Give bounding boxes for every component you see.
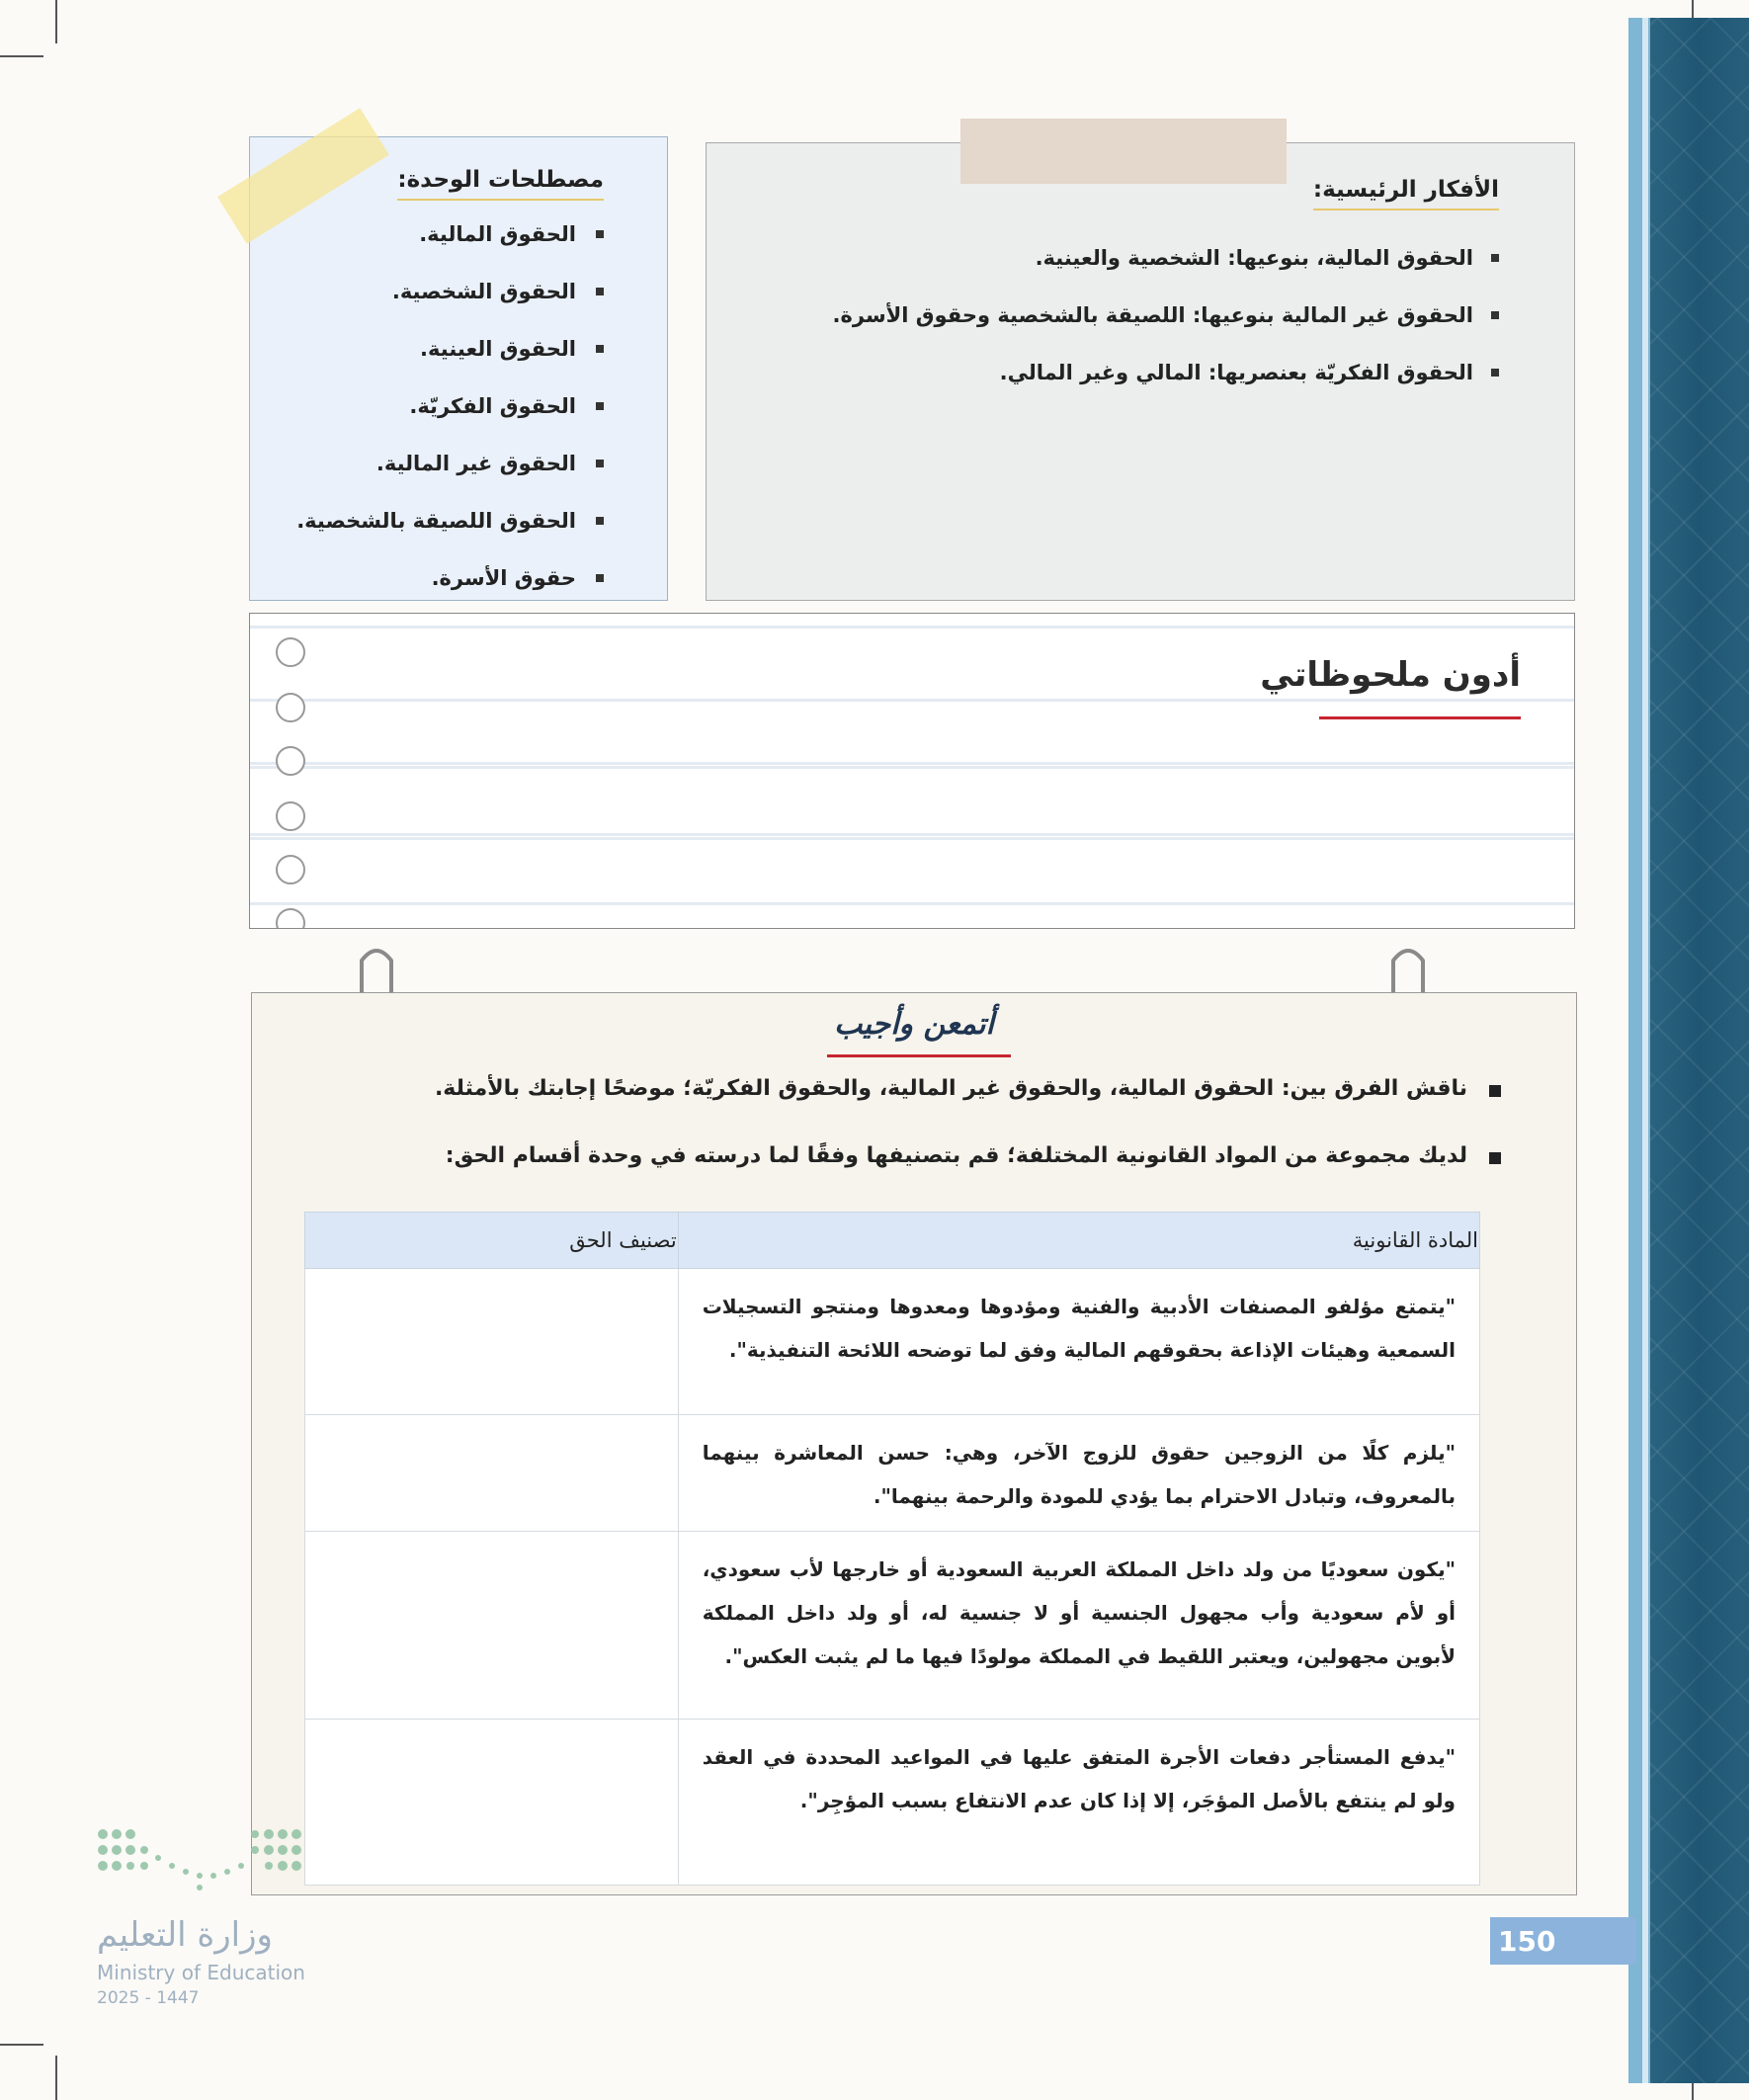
binder-ring-icon <box>276 801 305 831</box>
crop-mark <box>0 2044 43 2046</box>
terms-item: الحقوق العينية. <box>270 323 604 380</box>
table-row <box>305 1532 1480 1720</box>
notes-line <box>250 762 1574 765</box>
classification-answer-cell[interactable] <box>305 1532 679 1720</box>
crop-mark <box>0 55 43 57</box>
unit-terms-box <box>249 136 668 601</box>
ideas-list <box>726 232 1499 404</box>
notes-line <box>250 902 1574 905</box>
band-stripe <box>1642 18 1648 2083</box>
paper-tape-decoration <box>960 119 1287 184</box>
legal-text-cell: "يكون سعوديًا من ولد داخل المملكة العربية السعودية أو خارجها لأب سعودي، أو لأم سعودية وأب مجهول الجنسية أو لا جنسية له، أو ولد داخل المملكة لأبوين مجهولين، ويعتبر اللقيط في المملكة مولودًا فيها ما لم يثبت العكس". <box>678 1532 1479 1720</box>
ideas-title: الأفكار الرئيسية: <box>1313 177 1499 210</box>
notes-line <box>250 837 1574 840</box>
ideas-item: الحقوق الفكريّة بعنصريها: المالي وغير المالي. <box>726 347 1499 404</box>
main-ideas-box <box>706 142 1575 601</box>
ponder-title-underline <box>827 1054 1011 1057</box>
classification-table <box>304 1212 1480 1886</box>
classification-answer-cell[interactable] <box>305 1415 679 1532</box>
binder-ring-icon <box>276 693 305 722</box>
binder-ring-icon <box>276 746 305 776</box>
ponder-title: أتمعن وأجيب <box>834 1007 994 1042</box>
terms-item: الحقوق الفكريّة. <box>270 380 604 438</box>
classification-answer-cell[interactable] <box>305 1269 679 1415</box>
notes-box <box>249 613 1575 929</box>
ideas-item: الحقوق المالية، بنوعيها: الشخصية والعينية. <box>726 232 1499 290</box>
binder-ring-icon <box>276 855 305 884</box>
notes-line <box>250 833 1574 836</box>
terms-list <box>270 209 604 610</box>
terms-item: الحقوق المالية. <box>270 209 604 266</box>
notes-line <box>250 766 1574 769</box>
column-header-classification: تصنيف الحق <box>305 1213 679 1269</box>
table-row <box>305 1269 1480 1415</box>
binder-ring-icon <box>276 908 305 929</box>
table-header-row <box>305 1213 1480 1269</box>
edition-year: 2025 - 1447 <box>97 1988 200 2008</box>
table-row <box>305 1415 1480 1532</box>
crop-mark <box>55 2056 57 2100</box>
crop-mark <box>55 0 57 43</box>
legal-text-cell: "يلزم كلًا من الزوجين حقوق للزوج الآخر، وهي: حسن المعاشرة بينهما بالمعروف، وتبادل الاحترام بما يؤدي للمودة والرحمة بينهما". <box>678 1415 1479 1532</box>
terms-title: مصطلحات الوحدة: <box>397 167 604 201</box>
ministry-logo-english: Ministry of Education <box>97 1961 305 1984</box>
classification-answer-cell[interactable] <box>305 1720 679 1886</box>
binder-ring-icon <box>276 637 305 667</box>
table-row <box>305 1720 1480 1886</box>
ideas-item: الحقوق غير المالية بنوعيها: اللصيقة بالشخصية وحقوق الأسرة. <box>726 290 1499 347</box>
notes-line <box>250 626 1574 629</box>
ministry-logo-arabic: وزارة التعليم <box>97 1915 273 1955</box>
question-2: لديك مجموعة من المواد القانونية المختلفة؛ قم بتصنيفها وفقًا لما درسته في وحدة أقسام الحق: <box>445 1143 1467 1168</box>
page-number: 150 <box>1490 1917 1636 1965</box>
terms-item: الحقوق الشخصية. <box>270 266 604 323</box>
notes-title-underline <box>1319 716 1521 719</box>
terms-item: حقوق الأسرة. <box>270 552 604 610</box>
legal-text-cell: "يتمتع مؤلفو المصنفات الأدبية والفنية ومؤدوها ومعدوها ومنتجو التسجيلات السمعية وهيئات الإذاعة بحقوقهم المالية وفق لما توضحه اللائحة التنفيذية". <box>678 1269 1479 1415</box>
notes-title: أدون ملحوظاتي <box>1260 655 1521 695</box>
terms-item: الحقوق غير المالية. <box>270 438 604 495</box>
notes-line <box>250 699 1574 702</box>
terms-item: الحقوق اللصيقة بالشخصية. <box>270 495 604 552</box>
legal-text-cell: "يدفع المستأجر دفعات الأجرة المتفق عليها في المواعيد المحددة في العقد ولو لم ينتفع بالأصل المؤجَر، إلا إذا كان عدم الانتفاع بسبب المؤجِر". <box>678 1720 1479 1886</box>
ministry-logo-dots-icon <box>95 1824 308 1893</box>
question-1: ناقش الفرق بين: الحقوق المالية، والحقوق غير المالية، والحقوق الفكريّة؛ موضحًا إجابتك بالأمثلة. <box>434 1076 1467 1101</box>
column-header-legal-text: المادة القانونية <box>678 1213 1479 1269</box>
